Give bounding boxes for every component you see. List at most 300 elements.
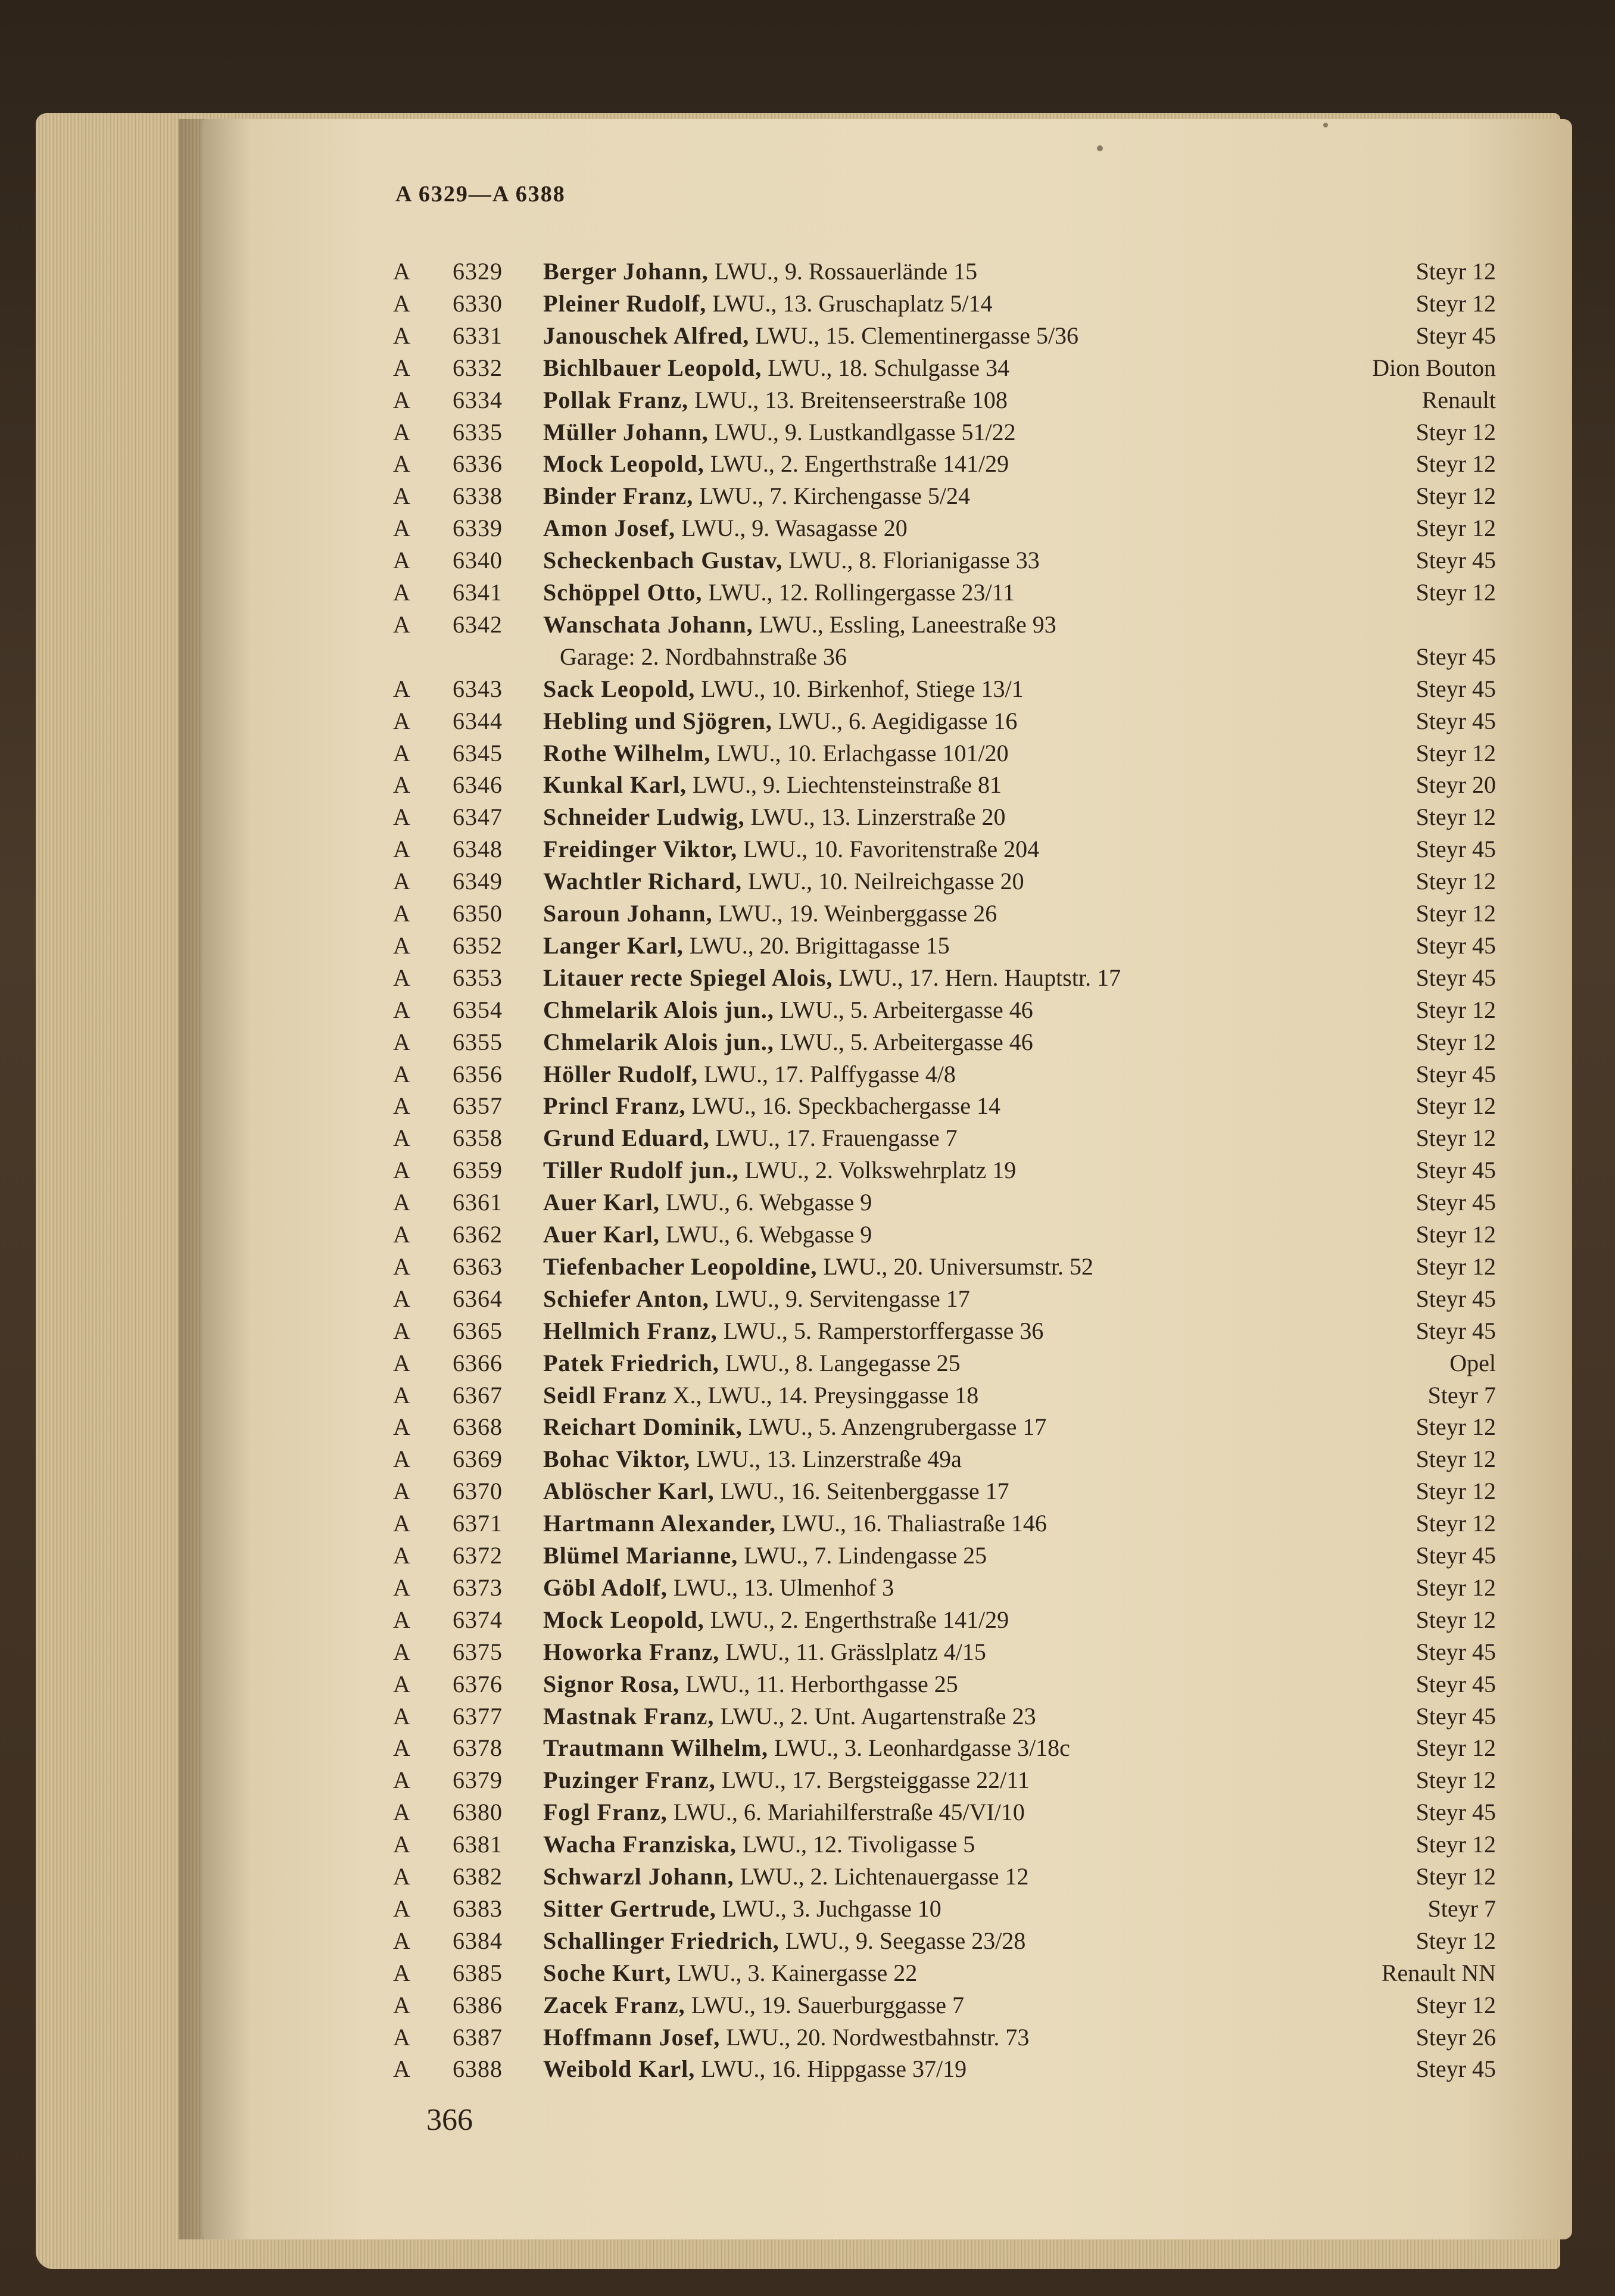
owner-name: Schiefer Anton, [543,1285,709,1312]
vehicle-make: Steyr 45 [1416,964,1496,991]
category-letter: A [393,836,410,862]
registration-number: 6330 [453,290,503,317]
owner-address: LWU., 20. Universumstr. 52 [817,1253,1093,1280]
category-letter: A [393,932,410,959]
category-letter: A [393,354,410,381]
category-letter: A [393,290,410,317]
list-item [0,739,1615,771]
page-header: A 6329—A 6388 [395,182,566,207]
owner-address: LWU., 19. Weinberggasse 26 [712,900,997,927]
registration-number: 6366 [453,1350,503,1376]
category-letter: A [393,1478,410,1504]
category-letter: A [393,1413,410,1440]
owner-address: LWU., 9. Servitengasse 17 [709,1285,970,1312]
owner-entry [543,1734,1070,1762]
list-item [0,418,1615,450]
owner-name: Janouschek Alfred, [543,322,750,349]
registration-number: 6361 [453,1189,503,1216]
owner-address: LWU., Essling, Laneestraße 93 [753,611,1056,638]
owner-address: LWU., 13. Ulmenhof 3 [667,1574,894,1601]
owner-entry [543,1220,872,1248]
owner-name: Signor Rosa, [543,1671,680,1697]
owner-name: Freidinger Viktor, [543,836,738,862]
registration-number: 6372 [453,1542,503,1569]
owner-address: LWU., 20. Brigittagasse 15 [683,932,950,959]
registration-number: 6380 [453,1799,503,1825]
owner-entry [543,1702,1036,1730]
owner-address: LWU., 9. Liechtensteinstraße 81 [686,771,1002,798]
owner-address: LWU., 19. Sauerburggasse 7 [685,1992,965,2018]
list-item [0,1606,1615,1638]
registration-number: 6382 [453,1863,503,1890]
owner-address: X., LWU., 14. Preysinggasse 18 [666,1382,979,1409]
owner-name: Chmelarik Alois jun., [543,996,774,1023]
vehicle-make: Steyr 45 [1416,1157,1496,1183]
owner-address: LWU., 5. Arbeitergasse 46 [774,996,1033,1023]
owner-entry [543,771,1002,799]
vehicle-make: Steyr 12 [1416,900,1496,927]
registration-number: 6383 [453,1895,503,1922]
registration-number: 6329 [453,258,503,285]
vehicle-make: Steyr 12 [1416,740,1496,767]
vehicle-make: Steyr 45 [1416,1285,1496,1312]
owner-entry [543,1959,917,1987]
list-item [0,1317,1615,1349]
vehicle-make: Steyr 12 [1416,803,1496,830]
category-letter: A [393,868,410,895]
owner-entry [543,1349,961,1377]
owner-entry [543,1445,962,1473]
owner-entry [543,1381,978,1409]
list-item [0,257,1615,289]
owner-name: Göbl Adolf, [543,1574,668,1601]
vehicle-make: Steyr 12 [1416,579,1496,606]
page-speck [1323,123,1328,127]
category-letter: A [393,1734,410,1761]
owner-entry [543,418,1016,446]
owner-name: Mock Leopold, [543,450,704,477]
registration-number: 6354 [453,996,503,1023]
list-item [0,803,1615,835]
registration-number: 6387 [453,2024,503,2051]
vehicle-make: Steyr 45 [1416,708,1496,734]
owner-address: LWU., 17. Hern. Hauptstr. 17 [833,964,1121,991]
registration-number: 6350 [453,900,503,927]
vehicle-make: Steyr 20 [1416,771,1496,798]
registration-number: 6362 [453,1221,503,1248]
list-item [0,1220,1615,1253]
vehicle-make: Steyr 12 [1416,1927,1496,1954]
vehicle-make: Steyr 12 [1416,1734,1496,1761]
owner-name: Trautmann Wilhelm, [543,1734,769,1761]
category-letter: A [393,1606,410,1633]
registration-number: 6355 [453,1029,503,1055]
category-letter: A [393,708,410,734]
category-letter: A [393,1124,410,1151]
owner-address: LWU., 9. Seegasse 23/28 [779,1927,1026,1954]
category-letter: A [393,675,410,702]
owner-address: LWU., 7. Lindengasse 25 [738,1542,987,1569]
owner-entry [543,322,1078,350]
category-letter: A [393,1799,410,1825]
category-letter: A [393,1703,410,1730]
category-letter: A [393,1350,410,1376]
registration-number: 6341 [453,579,503,606]
owner-address: LWU., 10. Birkenhof, Stiege 13/1 [695,675,1024,702]
list-item [0,578,1615,610]
registration-number: 6388 [453,2055,503,2082]
category-letter: A [393,996,410,1023]
vehicle-make: Steyr 45 [1416,1638,1496,1665]
owner-entry [543,386,1008,414]
continuation-text: Garage: 2. Nordbahnstraße 36 [560,643,847,670]
owner-entry [543,964,1121,992]
vehicle-make: Steyr 12 [1416,515,1496,541]
vehicle-make: Steyr 12 [1416,1253,1496,1280]
owner-name: Litauer recte Spiegel Alois, [543,964,833,991]
registration-number: 6344 [453,708,503,734]
vehicle-make: Opel [1449,1350,1496,1376]
owner-name: Soche Kurt, [543,1959,672,1986]
owner-name: Rothe Wilhelm, [543,740,711,767]
registration-number: 6371 [453,1510,503,1537]
owner-address: LWU., 13. Linzerstraße 20 [744,803,1006,830]
category-letter: A [393,1189,410,1216]
owner-entry [543,1766,1030,1794]
owner-entry [543,835,1039,863]
category-letter: A [393,482,410,509]
vehicle-make: Steyr 45 [1416,675,1496,702]
category-letter: A [393,1638,410,1665]
owner-name: Hartmann Alexander, [543,1510,776,1537]
vehicle-make: Steyr 12 [1416,1767,1496,1793]
category-letter: A [393,1092,410,1119]
owner-entry [543,1638,986,1666]
owner-address: LWU., 5. Arbeitergasse 46 [774,1029,1033,1055]
owner-entry [543,1413,1046,1441]
vehicle-make: Steyr 12 [1416,1831,1496,1858]
owner-entry [543,578,1015,606]
registration-number: 6346 [453,771,503,798]
owner-address: LWU., 9. Lustkandlgasse 51/22 [708,419,1016,446]
vehicle-make: Steyr 12 [1416,1478,1496,1504]
vehicle-make: Steyr 12 [1416,1574,1496,1601]
owner-address: LWU., 6. Aegidigasse 16 [772,708,1018,734]
category-letter: A [393,450,410,477]
list-item [0,546,1615,578]
list-item [0,289,1615,322]
list-item [0,1862,1615,1895]
category-letter: A [393,579,410,606]
registration-number: 6353 [453,964,503,991]
registration-number: 6347 [453,803,503,830]
continuation-line [560,643,847,675]
owner-address: LWU., 2. Engerthstraße 141/29 [704,1606,1009,1633]
owner-entry [543,867,1024,895]
vehicle-make: Renault [1421,387,1496,413]
vehicle-make: Steyr 45 [1416,1317,1496,1344]
registration-number: 6363 [453,1253,503,1280]
owner-name: Berger Johann, [543,258,709,285]
category-letter: A [393,1382,410,1409]
registration-number: 6379 [453,1767,503,1793]
vehicle-make: Steyr 12 [1416,1510,1496,1537]
vehicle-make: Steyr 45 [1416,322,1496,349]
list-item [0,1349,1615,1381]
category-letter: A [393,1831,410,1858]
vehicle-make: Steyr 45 [1416,1061,1496,1088]
list-item [0,450,1615,482]
registration-number: 6386 [453,1992,503,2018]
registration-number: 6367 [453,1382,503,1409]
list-item [0,675,1615,707]
registration-number: 6373 [453,1574,503,1601]
owner-entry [543,2023,1029,2051]
list-item [0,899,1615,932]
owner-entry [543,1156,1016,1184]
vehicle-make: Steyr 45 [1416,1189,1496,1216]
owner-address: LWU., 17. Frauengasse 7 [709,1124,958,1151]
category-letter: A [393,900,410,927]
owner-name: Princl Franz, [543,1092,686,1119]
registration-number: 6364 [453,1285,503,1312]
owner-address: LWU., 6. Webgasse 9 [659,1189,872,1216]
owner-address: LWU., 5. Anzengrubergasse 17 [742,1413,1047,1440]
list-item [0,1413,1615,1445]
owner-entry [543,257,977,285]
vehicle-make: Steyr 12 [1416,1445,1496,1472]
registration-number: 6370 [453,1478,503,1504]
category-letter: A [393,1285,410,1312]
owner-name: Tiller Rudolf jun., [543,1157,739,1183]
category-letter: A [393,771,410,798]
list-item [0,1734,1615,1766]
category-letter: A [393,1157,410,1183]
registration-number: 6385 [453,1959,503,1986]
registration-number: 6345 [453,740,503,767]
registration-number: 6381 [453,1831,503,1858]
owner-entry [543,546,1040,574]
list-item [0,1092,1615,1124]
vehicle-make: Steyr 7 [1427,1895,1496,1922]
category-letter: A [393,1863,410,1890]
category-letter: A [393,611,410,638]
owner-address: LWU., 13. Breitenseerstraße 108 [688,387,1008,413]
vehicle-make: Steyr 12 [1416,258,1496,285]
owner-address: LWU., 16. Seitenberggasse 17 [714,1478,1009,1504]
vehicle-make: Steyr 12 [1416,1221,1496,1248]
registration-number: 6340 [453,547,503,574]
list-item [0,1541,1615,1574]
list-item [0,1188,1615,1220]
registration-number: 6332 [453,354,503,381]
list-item [0,1509,1615,1541]
category-letter: A [393,1992,410,2018]
owner-name: Fogl Franz, [543,1799,668,1825]
category-letter: A [393,419,410,446]
registration-number: 6368 [453,1413,503,1440]
list-item [0,1477,1615,1509]
list-item [0,1702,1615,1734]
category-letter: A [393,964,410,991]
owner-entry [543,1798,1025,1826]
owner-entry [543,899,997,927]
category-letter: A [393,258,410,285]
owner-entry [543,1124,958,1152]
vehicle-make: Steyr 45 [1416,1542,1496,1569]
owner-entry [543,2055,966,2083]
owner-name: Kunkal Karl, [543,771,687,798]
vehicle-make: Steyr 12 [1416,419,1496,446]
owner-name: Patek Friedrich, [543,1350,719,1376]
list-item [0,1445,1615,1477]
registration-number: 6349 [453,868,503,895]
category-letter: A [393,2055,410,2082]
owner-entry [543,354,1009,382]
category-letter: A [393,1671,410,1697]
category-letter: A [393,740,410,767]
owner-address: LWU., 13. Gruschaplatz 5/14 [706,290,993,317]
registration-number: 6369 [453,1445,503,1472]
list-item [0,1895,1615,1927]
owner-name: Howorka Franz, [543,1638,720,1665]
owner-address: LWU., 6. Mariahilferstraße 45/VI/10 [667,1799,1025,1825]
list-item [0,867,1615,899]
registration-number: 6352 [453,932,503,959]
list-item [0,354,1615,386]
owner-name: Langer Karl, [543,932,684,959]
owner-name: Chmelarik Alois jun., [543,1029,774,1055]
vehicle-make: Steyr 12 [1416,1092,1496,1119]
vehicle-make: Steyr 45 [1416,1671,1496,1697]
vehicle-make: Renault NN [1381,1959,1496,1986]
list-item [0,1991,1615,2023]
vehicle-make: Steyr 12 [1416,868,1496,895]
category-letter: A [393,387,410,413]
owner-name: Pleiner Rudolf, [543,290,707,317]
owner-entry [543,1606,1009,1634]
owner-name: Auer Karl, [543,1221,660,1248]
list-item [0,1028,1615,1060]
owner-address: LWU., 11. Herborthgasse 25 [679,1671,958,1697]
registration-number: 6338 [453,482,503,509]
owner-address: LWU., 18. Schulgasse 34 [762,354,1010,381]
owner-address: LWU., 6. Webgasse 9 [659,1221,872,1248]
list-item [0,1381,1615,1413]
owner-name: Wanschata Johann, [543,611,753,638]
vehicle-make: Steyr 12 [1416,1029,1496,1055]
vehicle-make: Steyr 12 [1416,1606,1496,1633]
list-item [0,1638,1615,1670]
category-letter: A [393,515,410,541]
owner-name: Saroun Johann, [543,900,713,927]
vehicle-make: Steyr 7 [1427,1382,1496,1409]
owner-entry [543,1927,1025,1955]
list-item [0,835,1615,867]
owner-name: Auer Karl, [543,1189,660,1216]
registration-number: 6359 [453,1157,503,1183]
list-item [0,1124,1615,1156]
owner-name: Bohac Viktor, [543,1445,691,1472]
list-item [0,996,1615,1028]
vehicle-make: Steyr 12 [1416,1124,1496,1151]
owner-entry [543,1092,1000,1120]
owner-address: LWU., 12. Rollingergasse 23/11 [702,579,1015,606]
owner-address: LWU., 3. Juchgasse 10 [716,1895,941,1922]
owner-name: Amon Josef, [543,515,676,541]
list-item [0,1927,1615,1959]
owner-name: Mock Leopold, [543,1606,704,1633]
category-letter: A [393,1253,410,1280]
page-speck [1097,145,1103,151]
owner-address: LWU., 8. Langegasse 25 [719,1350,961,1376]
vehicle-make: Steyr 45 [1416,932,1496,959]
owner-name: Sack Leopold, [543,675,696,702]
owner-name: Hellmich Franz, [543,1317,718,1344]
registration-number: 6384 [453,1927,503,1954]
registration-number: 6331 [453,322,503,349]
list-item [0,610,1615,643]
registration-number: 6334 [453,387,503,413]
list-item [0,2023,1615,2055]
owner-entry [543,289,993,317]
owner-name: Binder Franz, [543,482,694,509]
owner-entry [543,610,1056,638]
registration-number: 6348 [453,836,503,862]
owner-address: LWU., 15. Clementinergasse 5/36 [749,322,1079,349]
category-letter: A [393,1510,410,1537]
vehicle-make: Steyr 45 [1416,547,1496,574]
list-item [0,707,1615,739]
owner-name: Hebling und Sjögren, [543,708,772,734]
vehicle-make: Steyr 12 [1416,996,1496,1023]
owner-name: Seidl Franz [543,1382,667,1409]
owner-name: Reichart Dominik, [543,1413,743,1440]
owner-address: LWU., 2. Lichtenauergasse 12 [734,1863,1029,1890]
vehicle-make: Steyr 45 [1416,1703,1496,1730]
owner-name: Ablöscher Karl, [543,1478,715,1504]
list-item [0,1156,1615,1188]
list-item [0,1253,1615,1285]
owner-entry [543,675,1024,703]
owner-entry [543,1028,1033,1056]
list-item [0,1670,1615,1702]
list-item [0,386,1615,418]
list-item [0,1574,1615,1606]
owner-address: LWU., 11. Grässlplatz 4/15 [719,1638,986,1665]
owner-entry [543,739,1009,767]
owner-address: LWU., 16. Speckbachergasse 14 [685,1092,1000,1119]
owner-name: Müller Johann, [543,419,709,446]
owner-address: LWU., 8. Florianigasse 33 [782,547,1040,574]
list-item [0,964,1615,996]
owner-address: LWU., 3. Kainergasse 22 [671,1959,918,1986]
owner-address: LWU., 2. Volkswehrplatz 19 [738,1157,1017,1183]
category-letter: A [393,322,410,349]
registration-number: 6377 [453,1703,503,1730]
owner-address: LWU., 3. Leonhardgasse 3/18c [768,1734,1070,1761]
registration-number: 6335 [453,419,503,446]
owner-entry [543,996,1033,1024]
owner-address: LWU., 9. Wasagasse 20 [675,515,908,541]
registration-number: 6376 [453,1671,503,1697]
owner-entry [543,707,1017,735]
owner-name: Wachtler Richard, [543,868,743,895]
owner-name: Sitter Gertrude, [543,1895,716,1922]
owner-address: LWU., 17. Palffygasse 4/8 [697,1061,956,1088]
category-letter: A [393,547,410,574]
owner-name: Schwarzl Johann, [543,1863,734,1890]
